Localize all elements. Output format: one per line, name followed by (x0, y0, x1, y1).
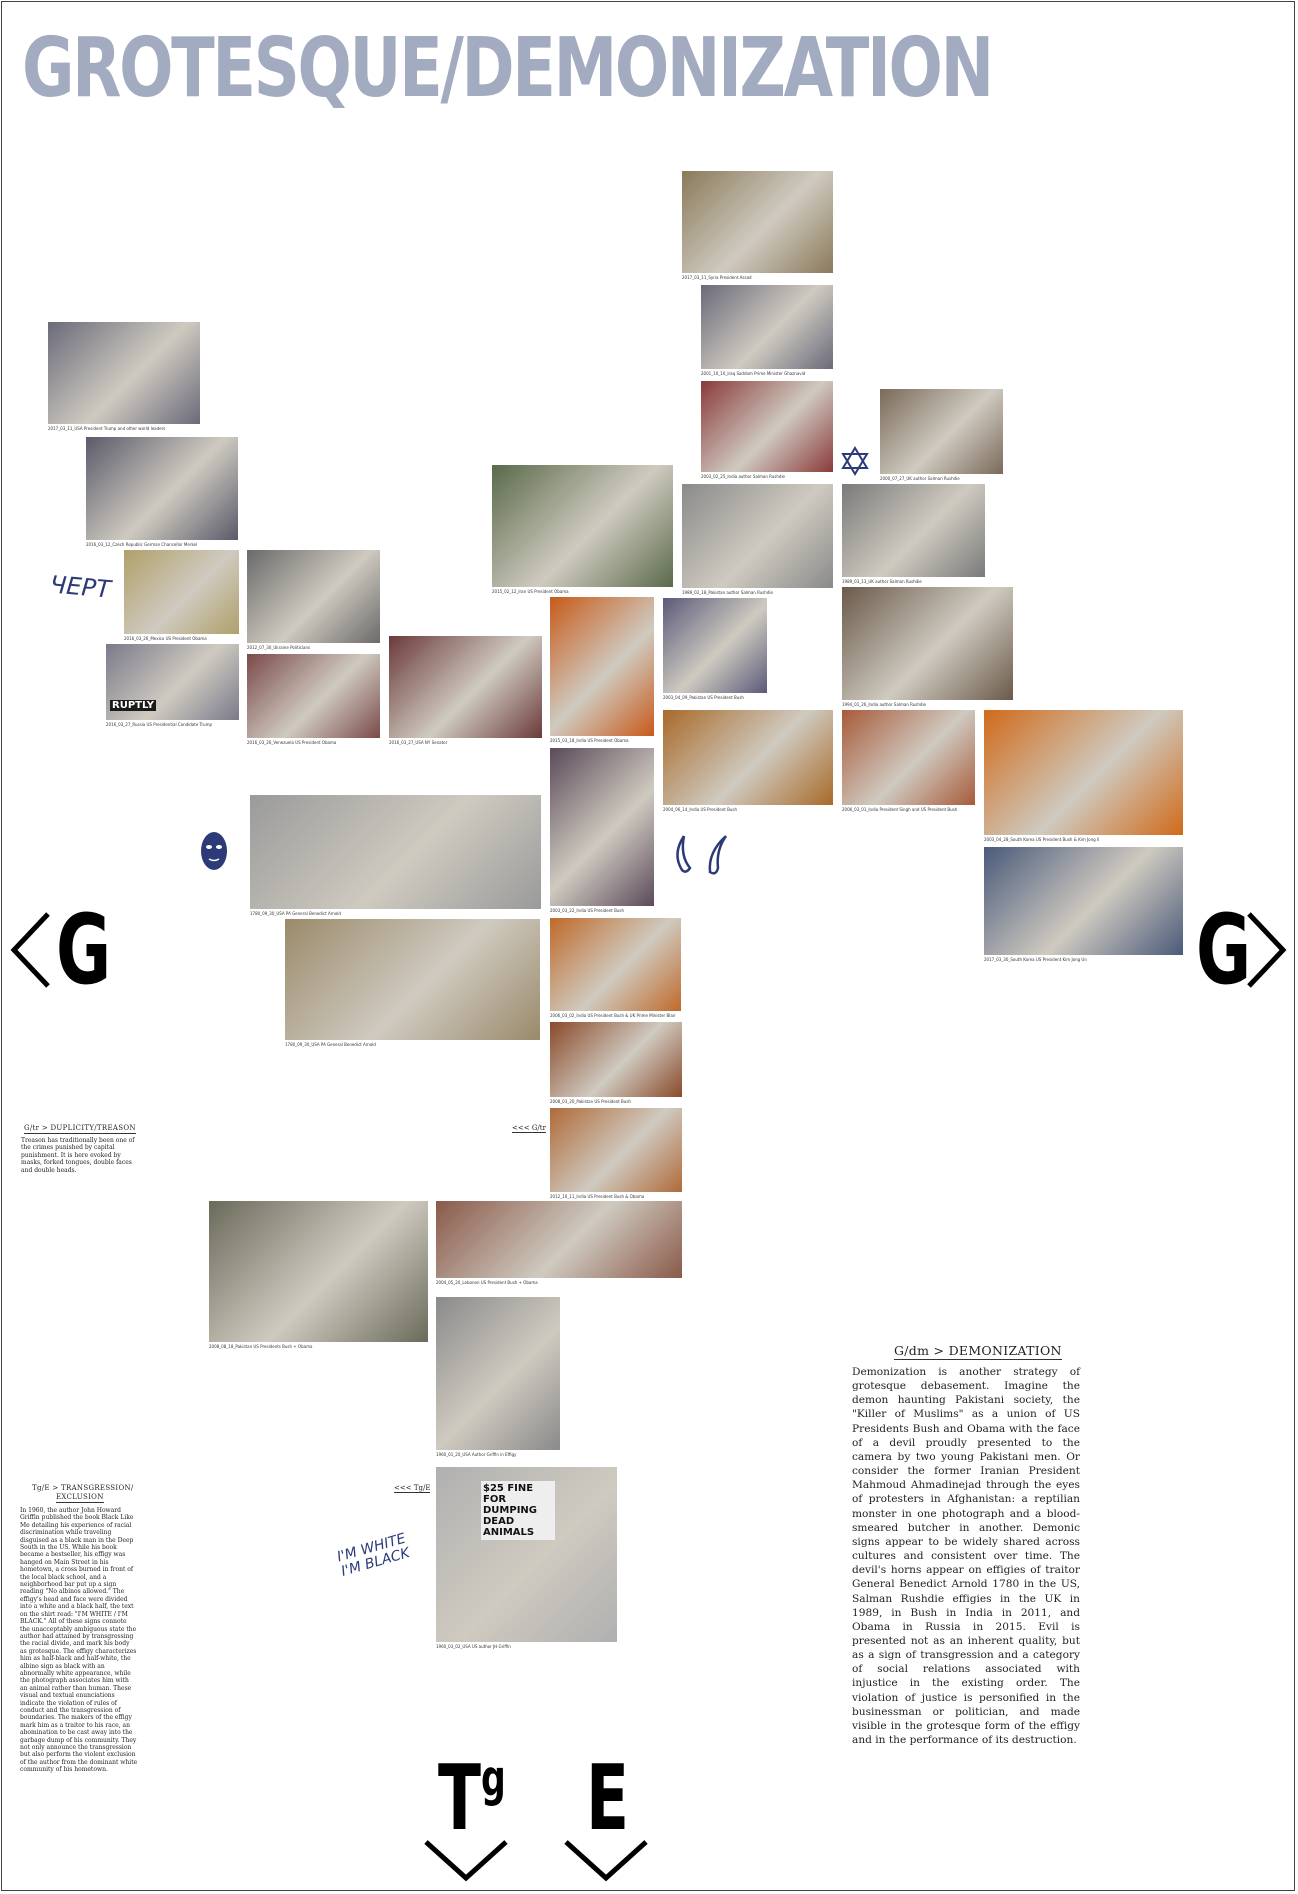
horns-icon (670, 832, 730, 878)
transgression-heading-line2[interactable]: EXCLUSION (56, 1493, 104, 1501)
photo-caption: 2017_03_11_Syria President Assad (682, 275, 752, 280)
down-chevron-icon[interactable] (564, 1840, 648, 1882)
photo-image (436, 1201, 682, 1278)
right-chevron-icon[interactable] (1247, 910, 1287, 990)
white-black-handwriting: I'M WHITE I'M BLACK (335, 1530, 412, 1580)
photo (842, 484, 985, 586)
photo-caption: 2016_03_27_USA NY Senator (389, 740, 448, 745)
photo-image (550, 597, 654, 736)
nav-bottom-tg[interactable] (438, 1746, 506, 1851)
photo-image (842, 710, 975, 805)
photo (247, 550, 380, 652)
photo (682, 171, 833, 282)
photo-image (842, 587, 1013, 700)
treason-text: Treason has traditionally been one of the crimes punished by capital punishment. It is here evoked by masks, forked tongues, double faces and double heads. (21, 1137, 135, 1174)
demonization-heading[interactable]: G/dm > DEMONIZATION (894, 1343, 1062, 1358)
photo-caption: 1960_01_20_USA Author Griffin in Effigy (436, 1452, 517, 1457)
photo-image (247, 550, 380, 643)
photo (124, 550, 239, 643)
photo-caption: 2012_07_30_Ukraine Politicians (247, 645, 311, 650)
photo (86, 437, 238, 549)
photo-caption: 2008_03_20_Pakistan US President Bush (550, 1099, 631, 1104)
photo-caption: 2006_03_02_India US President Bush & UK Prime Minister Blair (550, 1013, 676, 1018)
photo-caption: 2001_10_10_Iraq Saddam Prime Minister Ghaznavid (701, 371, 806, 376)
photo-image (663, 710, 833, 805)
photo (48, 322, 200, 433)
photo (250, 795, 541, 918)
photo-caption: 2004_05_20_Lebanon US President Bush + Obama (436, 1280, 538, 1285)
photo-image (247, 654, 380, 738)
photo-caption: 2017_03_11_USA President Trump and other world leaders (48, 426, 166, 431)
photo-caption: 1780_09_30_USA PA General Benedict Arnold (250, 911, 341, 916)
photo (106, 644, 239, 729)
photo-caption: 1994_01_26_India author Salman Rushdie (842, 702, 927, 707)
photo-image (124, 550, 239, 634)
photo (842, 710, 975, 814)
photo-caption: 1960_03_02_USA US author JH Griffin (436, 1644, 511, 1649)
photo-caption: 2006_03_01_India President Singh and US President Bush (842, 807, 958, 812)
photo-image (984, 710, 1183, 835)
photo-caption: 2016_03_26_Mexico US President Obama (124, 636, 207, 641)
photo (701, 381, 833, 481)
left-chevron-icon[interactable] (10, 910, 50, 990)
photo-image (550, 918, 681, 1011)
star-of-david-icon (840, 446, 870, 476)
photo (436, 1201, 682, 1287)
photo-image (984, 847, 1183, 955)
photo-image (701, 285, 833, 369)
photo (550, 918, 681, 1020)
nav-bottom-tg-sub: g (480, 1749, 506, 1807)
photo (247, 654, 380, 747)
photo (436, 1467, 617, 1651)
photo-caption: 2003_03_22_India US President Bush (550, 908, 625, 913)
photo-caption: 2000_07_27_UK author Salman Rushdie (880, 476, 960, 481)
photo (663, 710, 833, 814)
nav-bottom-tg-main: T (438, 1746, 481, 1851)
photo-image (86, 437, 238, 540)
photo (389, 636, 542, 747)
photo-caption: 2015_02_12_Iran US President Obama (492, 589, 569, 594)
photo-caption: 1989_03_13_UK author Salman Rushdie (842, 579, 922, 584)
photo (984, 847, 1183, 964)
photo-image (389, 636, 542, 738)
photo-image (880, 389, 1003, 474)
photo (682, 484, 833, 597)
photo (209, 1201, 428, 1351)
photo-caption: 1780_09_30_USA PA General Benedict Arnold (285, 1042, 376, 1047)
photo (285, 919, 540, 1049)
photo-caption: 2003_02_25_India author Salman Rushdie (701, 474, 786, 479)
photo (550, 1108, 682, 1201)
photo-image (106, 644, 239, 720)
photo (436, 1297, 560, 1459)
ruptly-logo: RUPTLY (112, 700, 155, 711)
treason-heading[interactable]: G/tr > DUPLICITY/TREASON (24, 1124, 136, 1132)
photo-image (842, 484, 985, 577)
photo-image (436, 1297, 560, 1450)
photo-image (492, 465, 673, 587)
photo-image (550, 1022, 682, 1097)
photo-caption: 1989_02_18_Pakistan author Salman Rushdie (682, 590, 773, 595)
mask-icon (199, 829, 229, 873)
photo-image (48, 322, 200, 424)
sign-fine: $25 FINE FOR DUMPING DEAD ANIMALS (481, 1481, 555, 1540)
transgression-text: In 1960, the author John Howard Griffin published the book Black Like Me detailing his experience of racial discrimination while traveling disguised as a black man in the Deep South in the US. While his book became a bestseller, his effigy was hanged on Main Street in his hometown, a cross burned in front of the local black school, and a neighborhood bar put up a sign reading "No albinos allowed." The effigy's head and face were divided into a white and a black half, the text on the shirt read: "I'M WHITE / I'M BLACK." All of these signs connote the unacceptably ambiguous state the author had attained by transgressing the racial divide, and mark his body as grotesque. The effigy characterizes him as half-black and half-white, the albino sign as black with an abnormally white appearance, while the photograph associates him with an animal rather than human. These visual and textual enunciations indicate the violation of rules of conduct and the transgression of boundaries. The makers of the effigy mark him as a traitor to his race, an abomination to be cast away into the garbage dump of his community. They not only announce the transgression but also perform the violent exclusion of the author from the dominant white community of his hometown. (20, 1507, 138, 1774)
photo (550, 597, 654, 745)
photo-caption: 2012_10_11_India US President Bush & Obama (550, 1194, 645, 1199)
photo (550, 1022, 682, 1106)
nav-bottom-e[interactable]: E (586, 1746, 630, 1851)
photo-caption: 2016_03_27_Russia US Presidential Candidate Trump (106, 722, 213, 727)
photo-caption: 2016_03_26_Venezuela US President Obama (247, 740, 337, 745)
photo-image (250, 795, 541, 909)
photo-caption: 2004_06_14_India US President Bush (663, 807, 738, 812)
transgression-back-link[interactable]: <<< Tg/E (394, 1484, 431, 1492)
photo (880, 389, 1003, 483)
photo-caption: 2016_03_12_Czech Republic German Chancellor Merkel (86, 542, 198, 547)
demonization-text: Demonization is another strategy of grotesque debasement. Imagine the demon haunting Pakistani society, the "Killer of Muslims" as a union of US Presidents Bush and Obama with the face of a devil proudly presented to the camera by two young Pakistani men. Or consider the former Iranian President Mahmoud Ahmadinejad through the eyes of protesters in Afghanistan: a reptilian monster in one photograph and a blood-smeared butcher in another. Demonic signs appear to be widely shared across cultures and consistent over time. The devil's horns appear on effigies of traitor General Benedict Arnold 1780 in the US, Salman Rushdie effigies in the UK in 1989, in Bush in India in 2011, and Obama in Russia in 2015. Evil is presented not as an inherent quality, but as a sign of transgression and a category of social relations associated with injustice in the existing order. The violation of justice is personified in the businessman or politician, and made visible in the grotesque form of the effigy and in the performance of its destruction. (852, 1366, 1080, 1747)
photo (550, 748, 654, 915)
photo-caption: 2015_03_18_India US President Obama (550, 738, 629, 743)
photo-caption: 2003_04_28_South Korea US President Bush & Kim Jong Il (984, 837, 1100, 842)
photo-image (682, 171, 833, 273)
photo-caption: 2017_03_30_South Korea US President Kim Jong Un (984, 957, 1087, 962)
photo-image (550, 1108, 682, 1192)
chert-handwriting: ЧЕРТ (48, 570, 112, 604)
photo (701, 285, 833, 378)
photo-caption: 2008_08_18_Pakistan US Presidents Bush + Obama (209, 1344, 313, 1349)
photo-image (550, 748, 654, 906)
transgression-heading-line1[interactable]: Tg/E > TRANSGRESSION/ (32, 1484, 134, 1492)
photo (842, 587, 1013, 709)
treason-back-link[interactable]: <<< G/tr (512, 1124, 546, 1132)
photo-image (209, 1201, 428, 1342)
photo-image (663, 598, 767, 693)
page-title: GROTESQUE/DEMONIZATION (22, 21, 992, 116)
photo (984, 710, 1183, 844)
photo (663, 598, 767, 702)
photo (492, 465, 673, 596)
down-chevron-icon[interactable] (424, 1840, 508, 1882)
nav-left-letter[interactable]: G (56, 894, 112, 1006)
nav-right-letter[interactable]: G (1196, 894, 1252, 1006)
photo-image (701, 381, 833, 472)
photo-image (436, 1467, 617, 1642)
photo-image (285, 919, 540, 1040)
photo-caption: 2003_04_09_Pakistan US President Bush (663, 695, 744, 700)
photo-image (682, 484, 833, 588)
